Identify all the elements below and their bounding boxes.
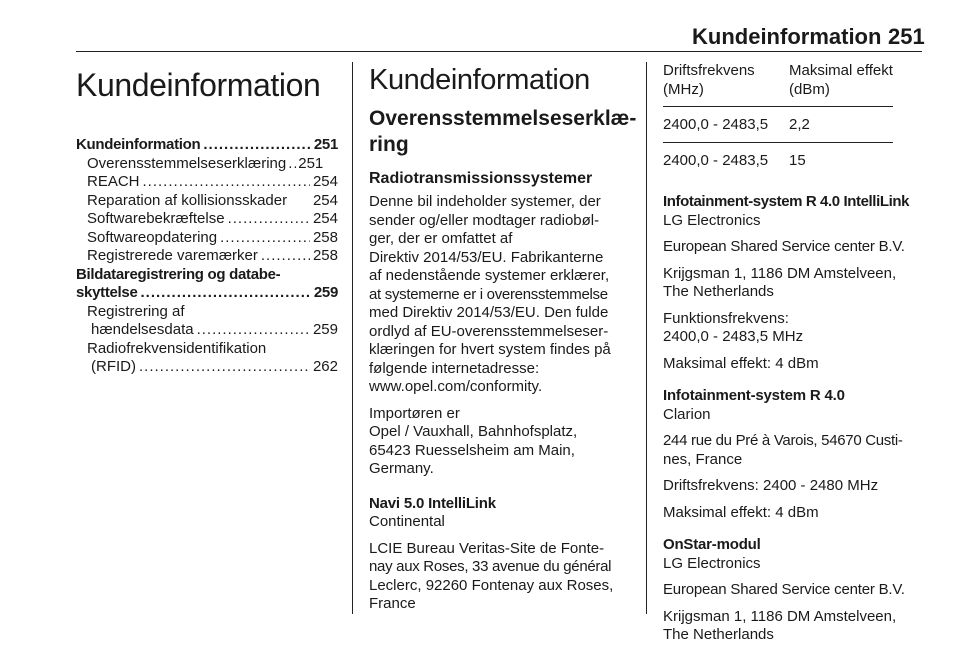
r40il-service: European Shared Service center B.V. (663, 238, 905, 255)
r40il-company: LG Electronics (663, 211, 761, 229)
toc-entry[interactable] (76, 136, 338, 155)
conformity-url: www.opel.com/conformity. (369, 378, 543, 395)
toc-entry-page: 251 (298, 154, 324, 172)
section-title: Kundeinformation (369, 64, 590, 96)
onstar-address: Krijgsman 1, 1186 DM Amstelveen, The Netherlands (663, 607, 897, 643)
toc-entry[interactable] (76, 155, 338, 174)
r40-frequency: Driftsfrekvens: 2400 - 2480 MHz (663, 477, 879, 494)
body-column-2 (369, 62, 637, 622)
navi-company: Continental (369, 513, 445, 530)
r40il-frequency: Funktionsfrekvens: 2400,0 - 2483,5 MHz (663, 309, 804, 345)
column-divider-1 (352, 62, 353, 614)
table-row (663, 107, 893, 143)
column-divider-2 (646, 62, 647, 614)
table-header-cell: Driftsfrekvens (MHz) (663, 62, 755, 98)
toc-entry-label: Reparation af kollisionsskader (87, 191, 288, 209)
r40-heading: Infotainment-system R 4.0 (663, 387, 845, 404)
toc-entry[interactable] (76, 192, 338, 211)
toc-entry-page: 259 (312, 321, 338, 338)
subsection-title: Overensstemmelseserklæ- ring (369, 107, 637, 156)
toc-entry-label: Registrerede varemærker (87, 247, 258, 264)
table-header-cell: Maksimal effekt (dBm) (789, 62, 893, 98)
toc-entry-page: 254 (312, 210, 338, 227)
toc-entry-page: 258 (312, 247, 338, 264)
table-cell: 15 (789, 142, 893, 177)
r40-company: Clarion (663, 405, 711, 423)
toc-entry-label: Bildataregistrering og databe- (76, 265, 281, 283)
table-of-contents (76, 136, 338, 377)
r40il-power: Maksimal effekt: 4 dBm (663, 354, 819, 372)
directive-paragraph: Denne bil indeholder systemer, der sender og/eller modtager radiobøl- ger, der er omfattet af Direktiv 2014/53/EU. Fabrikanterne af nedenstående systemer erklærer, at systemerne er i overensstemmelse med Direktiv 2014/53/EU. Den fulde ordlyd af EU-overensstemmelseser- klæringen for hvert system findes på følgende internetadresse: www.opel.com/conformity. (369, 193, 611, 395)
table-row (663, 142, 893, 177)
toc-entry-label-cont: hændelsesdata (91, 321, 194, 338)
r40-intellilink-heading: Infotainment-system R 4.0 IntelliLink (663, 193, 910, 210)
r40il-address: Krijgsman 1, 1186 DM Amstelveen, The Netherlands (663, 264, 897, 300)
toc-column (76, 62, 338, 377)
toc-entry[interactable] (76, 229, 338, 248)
toc-entry[interactable] (76, 173, 338, 192)
page-number: 251 (888, 24, 925, 49)
onstar-company: LG Electronics (663, 554, 761, 572)
frequency-table (663, 62, 893, 177)
table-cell: 2400,0 - 2483,5 (663, 142, 789, 177)
toc-entry[interactable] (76, 340, 338, 377)
toc-entry-label: Overensstemmelseserklæring (87, 154, 287, 172)
chapter-title: Kundeinformation (76, 67, 321, 103)
toc-entry-page: 251 (313, 136, 338, 153)
toc-entry-page: 258 (312, 228, 338, 246)
r40-power: Maksimal effekt: 4 dBm (663, 503, 819, 521)
navi-address: LCIE Bureau Veritas-Site de Fonte- nay aux Roses, 33 avenue du général Leclerc, 92260 Fontenay aux Roses, France (369, 539, 614, 612)
toc-entry-label: Registrering af (87, 302, 185, 320)
toc-entry-label: Radiofrekvensidentifikation (87, 339, 267, 357)
header-rule (76, 51, 922, 52)
toc-entry-page: 254 (312, 173, 338, 190)
toc-entry-label: REACH (87, 173, 140, 190)
table-cell: 2,2 (789, 107, 893, 143)
navi-heading: Navi 5.0 IntelliLink (369, 494, 496, 512)
radio-systems-heading: Radiotransmissionssystemer (369, 170, 593, 187)
toc-entry[interactable] (76, 303, 338, 340)
toc-entry-label: Softwareopdatering (87, 228, 218, 246)
table-header-row (663, 62, 893, 107)
toc-entry-label-cont: (RFID) (91, 358, 136, 375)
importer-paragraph: Importøren er Opel / Vauxhall, Bahnhofsplatz, 65423 Ruesselsheim am Main, Germany. (369, 404, 578, 477)
toc-entry-label: Kundeinformation (76, 136, 201, 153)
toc-entry-label: Softwarebekræftelse (87, 210, 225, 227)
table-cell: 2400,0 - 2483,5 (663, 107, 789, 143)
header-title: Kundeinformation (692, 24, 882, 49)
toc-entry-label-cont: skyttelse (76, 284, 138, 301)
onstar-heading: OnStar-modul (663, 536, 761, 553)
page-header (0, 0, 960, 52)
body-column-3 (663, 62, 928, 653)
toc-entry-page: 262 (312, 358, 338, 375)
toc-entry-page: 254 (312, 191, 338, 209)
toc-entry-page: 259 (313, 284, 338, 301)
onstar-service: European Shared Service center B.V. (663, 581, 905, 598)
toc-entry[interactable] (76, 210, 338, 229)
toc-entry[interactable] (76, 247, 338, 266)
r40-address: 244 rue du Pré à Varois, 54670 Custi- nes, France (663, 432, 903, 468)
toc-entry[interactable] (76, 266, 338, 303)
